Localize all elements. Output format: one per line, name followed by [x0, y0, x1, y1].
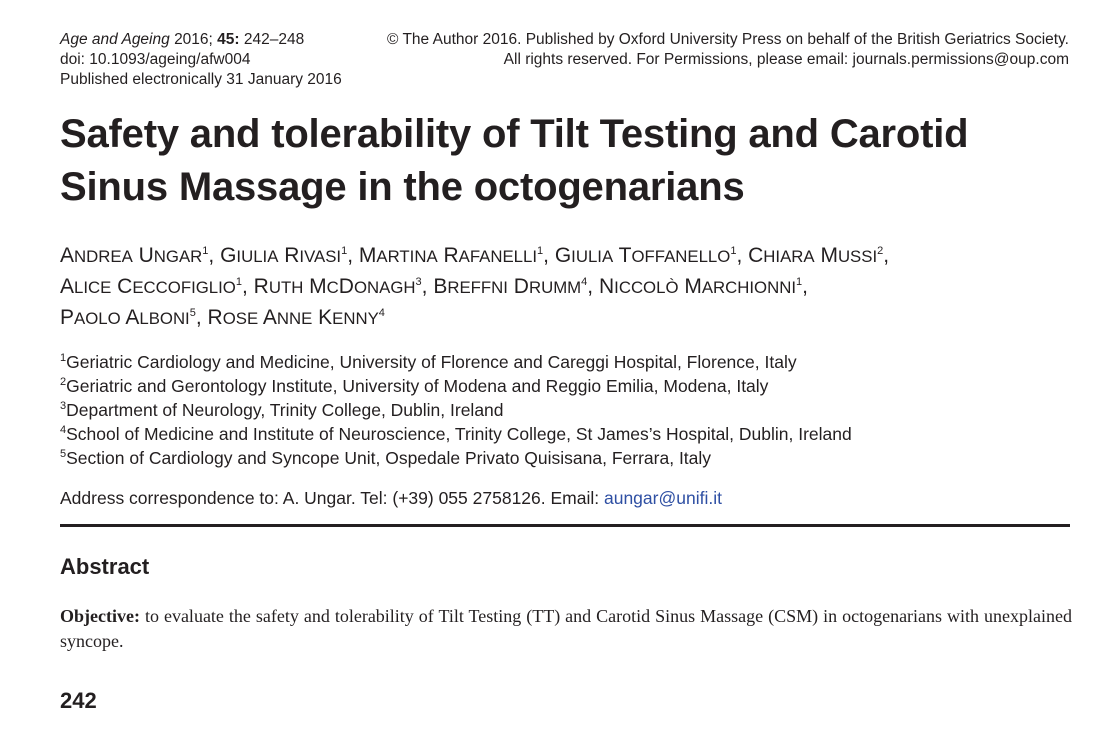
author-affiliation-marker: 2 [877, 245, 884, 257]
journal-volume: 45: [217, 31, 240, 48]
author-name: PAOLO ALBONI$^5$, [60, 306, 202, 329]
objective-text: to evaluate the safety and tolerability of Tilt Testing (TT) and Carotid Sinus Massage (CSM) in octogenarians with unexplained syncope. [60, 606, 1072, 651]
affiliation-text: Geriatric Cardiology and Medicine, University of Florence and Careggi Hospital, Florence, Italy [66, 352, 797, 372]
author-affiliation-marker: 1 [202, 245, 209, 257]
author-affiliation-marker: 4 [581, 276, 588, 288]
author-affiliation-marker: 1 [537, 245, 544, 257]
citation-line [60, 30, 342, 50]
affiliation-number: 5 [60, 448, 67, 461]
abstract-objective [60, 604, 1072, 654]
affiliation-item [60, 350, 852, 374]
journal-pages: 242–248 [243, 31, 305, 48]
author-name: GIULIA RIVASI$^1$, [220, 244, 354, 267]
article-title [60, 108, 1070, 214]
journal-name: Age and Ageing [60, 31, 170, 48]
author-name: GIULIA TOFFANELLO$^1$, [554, 244, 743, 267]
author-name: NICCOLÒ MARCHIONNI$^1$, [598, 275, 808, 298]
author-affiliation-marker: 1 [341, 245, 348, 257]
author-name: ROSE ANNE KENNY$^4$ [207, 306, 385, 329]
journal-year: 2016; [174, 31, 213, 48]
author-affiliation-marker: 1 [796, 276, 803, 288]
author-affiliation-marker: 1 [235, 276, 242, 288]
page-number: 242 [60, 688, 97, 713]
affiliation-number: 3 [60, 400, 67, 413]
title-line-2: Sinus Massage in the octogenarians [60, 165, 745, 209]
affiliation-item [60, 446, 852, 470]
affiliation-text: Department of Neurology, Trinity College, Dublin, Ireland [66, 400, 504, 420]
author-affiliation-marker: 4 [378, 307, 385, 319]
affiliation-number: 4 [60, 424, 67, 437]
affiliation-text: Section of Cardiology and Syncope Unit, Ospedale Privato Quisisana, Ferrara, Italy [66, 448, 712, 468]
abstract-heading: Abstract [60, 554, 150, 579]
copyright-notice [387, 30, 1069, 70]
doi: doi: 10.1093/ageing/afw004 [60, 51, 251, 68]
correspondence-text: Address correspondence to: A. Ungar. Tel: (+39) 055 2758126. Email: [60, 488, 604, 508]
author-name: ANDREA UNGAR$^1$, [60, 244, 215, 267]
author-list [60, 241, 1080, 334]
copyright-line-1: © The Author 2016. Published by Oxford University Press on behalf of the British Geriatrics Society. [387, 31, 1069, 48]
article-citation [60, 30, 342, 90]
title-line-1: Safety and tolerability of Tilt Testing and Carotid [60, 112, 969, 156]
affiliation-text: Geriatric and Gerontology Institute, University of Modena and Reggio Emilia, Modena, Italy [66, 376, 769, 396]
affiliation-text: School of Medicine and Institute of Neuroscience, Trinity College, St James’s Hospital, Dublin, Ireland [66, 424, 852, 444]
author-name: ALICE CECCOFIGLIO$^1$, [60, 275, 248, 298]
objective-label: Objective: [60, 606, 140, 626]
affiliation-item [60, 374, 852, 398]
author-name: MARTINA RAFANELLI$^1$, [358, 244, 549, 267]
correspondence [60, 486, 722, 510]
author-affiliation-marker: 3 [415, 276, 422, 288]
affiliation-number: 1 [60, 352, 67, 365]
correspondence-email-link[interactable]: aungar@unifi.it [603, 488, 722, 508]
affiliation-item [60, 398, 852, 422]
author-name: RUTH MCDONAGH$^3$, [253, 275, 428, 298]
author-name: CHIARA MUSSI$^2$, [748, 244, 890, 267]
published-date: Published electronically 31 January 2016 [60, 71, 342, 88]
author-name: BREFFNI DRUMM$^4$, [433, 275, 594, 298]
section-divider [60, 524, 1070, 527]
affiliation-item [60, 422, 852, 446]
affiliation-list [60, 350, 852, 470]
copyright-line-2: All rights reserved. For Permissions, please email: journals.permissions@oup.com [503, 51, 1069, 68]
affiliation-number: 2 [60, 376, 67, 389]
author-affiliation-marker: 1 [730, 245, 737, 257]
author-affiliation-marker: 5 [189, 307, 196, 319]
